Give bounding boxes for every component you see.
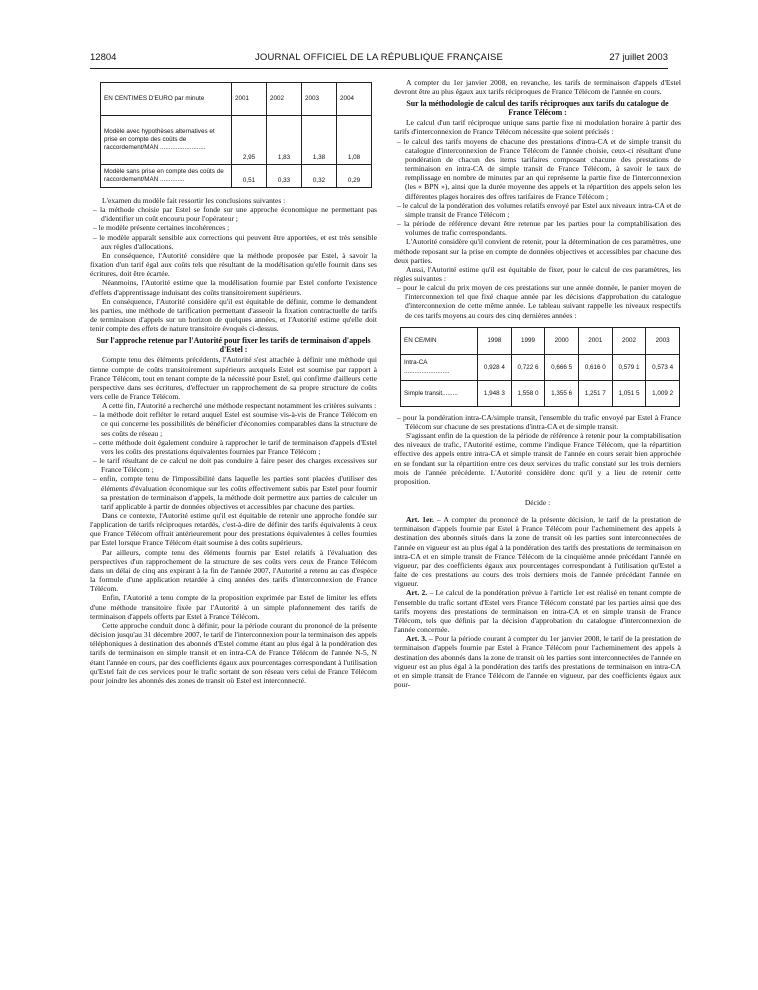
paragraph: Enfin, l'Autorité a tenu compte de la proposition exprimée par Estel de limiter les effets d'une méthode transitoire fixée par l'Autorité à un simple plafonnement des tarifs de terminaison d'appels offerts par Estel à France Télécom. [90, 593, 377, 621]
table-cell: 0,573 4 [646, 354, 680, 380]
average-rates-table [400, 327, 680, 407]
paragraph: Compte tenu des éléments précédents, l'Autorité s'est attachée à définir une méthode qui tienne compte de coûts transitoirement supérieurs auxquels Estel est soumise par rapport à France Télécom, tout en tenant compte de la nécessité pour Estel, qui confirme d'ailleurs cette perspective dans ses écritures, d'effectuer un rapprochement de sa propre structure de coûts vers celle de France Télécom. [90, 355, 377, 401]
paragraph: Le calcul d'un tarif réciproque unique sans partie fixe ni modulation horaire à partir des tarifs d'interconnexion de France Télécom nécessite que soient précisés : [394, 118, 681, 137]
table-header-row [101, 83, 372, 116]
table-row [401, 380, 680, 406]
paragraph: L'examen du modèle fait ressortir les conclusions suivantes : [102, 196, 286, 205]
weighting-list [394, 413, 681, 431]
paragraph: Aussi, l'Autorité estime qu'il est équitable de fixer, pour le calcul de ces paramètres, les règles suivantes : [394, 264, 681, 283]
list-item: – le modèle apparaît sensible aux corrections qui peuvent être apportées, et est très sensible aux règles d'allocations. [90, 233, 377, 251]
list-item: – le tarif résultant de ce calcul ne doit pas conduire à faire peser des charges excessives sur France Télécom ; [90, 456, 377, 474]
row-label: Modèle avec hypothèses alternatives et prise en compte des coûts de raccordement/MAN .......................... [101, 116, 232, 165]
list-item: – la méthode choisie par Estel se fonde sur une approche économique ne permettant pas d'identifier un coût encouru pour l'opérateur ; [90, 205, 377, 223]
page-number: 12804 [90, 52, 117, 63]
paragraph: A compter du 1er janvier 2008, en revanche, les tarifs de terminaison d'appels d'Estel devront être au plus égaux aux tarifs réciproques de France Télécom de l'année en cours. [394, 78, 681, 97]
table-cell: 1,08 [337, 116, 372, 165]
article-label: Art. 3. [406, 634, 427, 644]
list-item: – la période de référence devant être retenue par les parties pour la comptabilisation des volumes de trafic correspondants. [394, 219, 681, 237]
list-item: – le calcul des tarifs moyens de chacune des prestations d'intra-CA et de simple transit du catalogue d'interconnexion de France Télécom de l'année choisie, ceux-ci résultant d'une pondération de chacun des items tarifaires composant chacune des prestations de terminaison en intra-CA de simple transit de France Télécom, à savoir le taux de remplissage en nombre de minutes par an qui représente la partie fixe de l'interconnexion (les « BPN »), ainsi que la durée moyenne des appels et la répartition des appels selon les différentes plages horaires des offres tarifaires de France Télécom ; [394, 137, 681, 201]
issue-date: 27 juillet 2003 [609, 52, 668, 63]
row-label: Intra-CA .......................... [401, 354, 478, 380]
article-label: Art. 2. [406, 588, 428, 598]
table-cell: 1,251 7 [578, 380, 612, 406]
table-cell: 0,928 4 [478, 354, 512, 380]
list-item: – cette méthode doit également conduire à rapprocher le tarif de terminaison d'appels d'Estel vers les coûts des prestations équivalentes fournies par France Télécom ; [90, 438, 377, 456]
right-column [394, 78, 681, 689]
article-text: – Pour la période courant à compter du 1er janvier 2008, le tarif de la prestation de terminaison d'appels fournie par Estel à France Télécom pour l'acheminement des appels à destination des abonnés dans la zone de transit où les parties sont interconnectées de l'année en vigueur est au plus égal à la pondération des tarifs des prestations de terminaison en intra-CA et en simple transit de France Télécom de l'année en vigueur, par des coefficients égaux aux pour- [394, 634, 681, 689]
paragraph: S'agissant enfin de la question de la période de référence à retenir pour la comptabilisation des niveaux de trafic, l'Autorité estime, comme l'indique France Télécom, que la répartition effective des appels entre intra-CA et simple transit de l'année en cours serait bien approchée en se fondant sur la répartition entre ces deux services du trafic constaté sur les trois derniers mois de l'année précédente. L'Autorité considère donc qu'il y a lieu de retenir cette proposition. [394, 431, 681, 486]
table-cell: 0,616 0 [578, 354, 612, 380]
table-cell: 1,558 0 [511, 380, 545, 406]
list-item: – pour le calcul du prix moyen de ces prestations sur une année donnée, le panier moyen de l'interconnexion tel que fixé chaque année par les décisions d'approbation du catalogue d'interconnexion de cette même année. Le tableau suivant rappelle les niveaux respectifs de ces tarifs moyens au cours des cinq dernières années : [394, 283, 681, 320]
left-column [90, 78, 377, 685]
table-cell: 0,722 6 [511, 354, 545, 380]
table-cell: 0,29 [337, 165, 372, 188]
year-header: 2001 [232, 83, 267, 116]
paragraph: Par ailleurs, compte tenu des éléments fournis par Estel relatifs à l'évaluation des perspectives d'un rapprochement de la structure de ses coûts vers ceux de France Télécom dans un délai de cinq ans expirant à la fin de l'année 2007, l'Autorité a retenu au cas d'espèce la formule d'une application retardée à cinq années des tarifs d'interconnexion de France Télécom. [90, 547, 377, 594]
table-cell: 1,38 [302, 116, 337, 165]
table-cell: 0,32 [302, 165, 337, 188]
paragraph: Néanmoins, l'Autorité estime que la modélisation fournie par Estel conforte l'existence d'effets d'apprentissage induisant des coûts transitoirement supérieurs. [90, 278, 377, 297]
paragraph: En conséquence, l'Autorité considère que la méthode proposée par Estel, à savoir la fixation d'un tarif égal aux coûts tels que résultant de la modélisation qu'elle fournit dans ses écritures, doit être écartée. [90, 250, 377, 279]
year-header: 1999 [511, 327, 545, 354]
decision-heading: Décide : [524, 498, 551, 507]
year-header: 2003 [302, 83, 337, 116]
table-cell: 0,579 1 [612, 354, 646, 380]
year-header: 2002 [612, 327, 646, 354]
table-row [101, 116, 372, 165]
table-head-label: EN CE/MIN [401, 327, 478, 354]
table-cell: 2,95 [232, 116, 267, 165]
table-header-row [401, 327, 680, 354]
paragraph: L'Autorité considère qu'il convient de retenir, pour la détermination de ces paramètres, une méthode reposant sur la prise en compte de données objectives et accessibles par chacune des deux parties. [394, 237, 681, 265]
year-header: 1998 [478, 327, 512, 354]
year-header: 2002 [267, 83, 302, 116]
article-text: – A compter du prononcé de la présente décision, le tarif de la prestation de terminaison d'appels fournie par Estel à France Télécom pour l'acheminement des appels à destination des abonnés situés dans la zone de transit où les parties sont interconnectées de l'année en vigueur est au plus égal à la pondération des tarifs des prestations de terminaison en intra-CA et en simple transit de France Télécom de la cinquième année précédant l'année en vigueur, par des coefficients égaux aux pourcentages correspondant à l'utilisation qu'Estel a faite de ces prestations au cours des trois derniers mois de l'année précédant l'année en vigueur. [394, 515, 681, 589]
article-1 [394, 515, 681, 588]
section-heading: Sur l'approche retenue par l'Autorité pour fixer les tarifs de terminaison d'appels d'Estel : [96, 336, 371, 355]
article-text: – Le calcul de la pondération prévue à l'article 1er est réalisé en tenant compte de l'ensemble du trafic sortant d'Estel vers France Télécom constaté par les parties ainsi que des tarifs moyens des prestations de terminaison en intra-CA et en simple transit de France Télécom, tels que définis par la décision d'approbation du catalogue d'interconnexion de l'année concernée. [394, 588, 681, 635]
year-header: 2004 [337, 83, 372, 116]
paragraph: En conséquence, l'Autorité considère qu'il est équitable de définir, comme le demandent les parties, une méthode de tarification permettant d'asseoir la fixation contractuelle de tarifs de terminaison d'appels sur un horizon de quelques années, et l'Autorité estime qu'elle doit tenir compte des effets de nature transitoire évoqués ci-dessus. [90, 296, 377, 334]
year-header: 2000 [545, 327, 579, 354]
paragraph: Cette approche conduit donc à définir, pour la période courant du prononcé de la présente décision jusqu'au 31 décembre 2007, le tarif de l'interconnexion pour la terminaison des appels téléphoniques à destination des abonnés d'Estel comme étant au plus égal à la pondération des tarifs de terminaison en simple transit et en intra-CA de France Télécom de l'année N-5, N étant l'année en cours, par des coefficients égaux aux pourcentages correspondant à l'utilisation qu'Estel fait de ces services pour le trafic sortant de son réseau vers celui de France Télécom pour joindre les abonnés des zones de transit où Estel est interconnecté. [90, 620, 377, 685]
table-row [101, 165, 372, 188]
page-header [90, 52, 668, 66]
table-cell: 1,051 5 [612, 380, 646, 406]
criteria-list [90, 410, 377, 511]
section-heading: Sur la méthodologie de calcul des tarifs réciproques aux tarifs du catalogue de France Télécom : [406, 99, 669, 118]
journal-title: JOURNAL OFFICIEL DE LA RÉPUBLIQUE FRANÇAISE [254, 52, 504, 63]
row-label: Modèle sans prise en compte des coûts de raccordement/MAN .............. [101, 165, 232, 188]
list-item: – enfin, compte tenu de l'impossibilité dans laquelle les parties sont placées d'utiliser des éléments d'évaluation économique sur les coûts effectivement subis par Estel pour fournir sa prestation de terminaison d'appels, la méthode doit permettre aux parties de calculer un tarif applicable à partir de données objectives et accessibles par chacune des parties. [90, 474, 377, 511]
table-cell: 1,948 3 [478, 380, 512, 406]
paragraph: A cette fin, l'Autorité a recherché une méthode respectant notamment les critères suivants : [102, 401, 377, 411]
list-item: – le modèle présente certaines incohérences ; [90, 223, 377, 232]
table-cell: 0,666 5 [545, 354, 579, 380]
table-cell: 1,83 [267, 116, 302, 165]
year-header: 2001 [578, 327, 612, 354]
paragraph: Dans ce contexte, l'Autorité estime qu'il est équitable de retenir une approche fondée sur l'application de tarifs réciproques retardés, c'est-à-dire de définir des tarifs équivalents à ceux que France Télécom offrait antérieurement pour des prestations équivalentes à celles fournies par Estel lorsque France Télécom était soumise à des coûts supérieurs. [90, 511, 377, 548]
table-cell: 0,33 [267, 165, 302, 188]
rules-list [394, 283, 681, 320]
list-item: – le calcul de la pondération des volumes relatifs envoyé par Estel aux niveaux intra-CA et de simple transit de France Télécom ; [394, 201, 681, 219]
table-row [401, 354, 680, 380]
conclusions-list [90, 205, 377, 251]
article-3 [394, 634, 681, 689]
table-cell: 0,51 [232, 165, 267, 188]
year-header: 2003 [646, 327, 680, 354]
article-2 [394, 588, 681, 634]
parameters-list [394, 137, 681, 238]
table-cell: 1,009 2 [646, 380, 680, 406]
table-head-label: EN CENTIMES D'EURO par minute [101, 83, 232, 116]
article-label: Art. 1er. [406, 515, 434, 525]
list-item: – pour la pondération intra-CA/simple transit, l'ensemble du trafic envoyé par Estel à France Télécom sur chacune de ses prestations d'intra-CA et de simple transit. [394, 413, 681, 431]
cost-model-table [100, 82, 372, 188]
table-cell: 1,355 6 [545, 380, 579, 406]
list-item: – la méthode doit refléter le retard auquel Estel est soumise vis-à-vis de France Télécom en ce qui concerne les possibilités de bénéficier d'économies comparables dans la structure de ses coûts de réseau ; [90, 410, 377, 437]
row-label: Simple transit......... [401, 380, 478, 406]
header-rule [90, 68, 668, 69]
